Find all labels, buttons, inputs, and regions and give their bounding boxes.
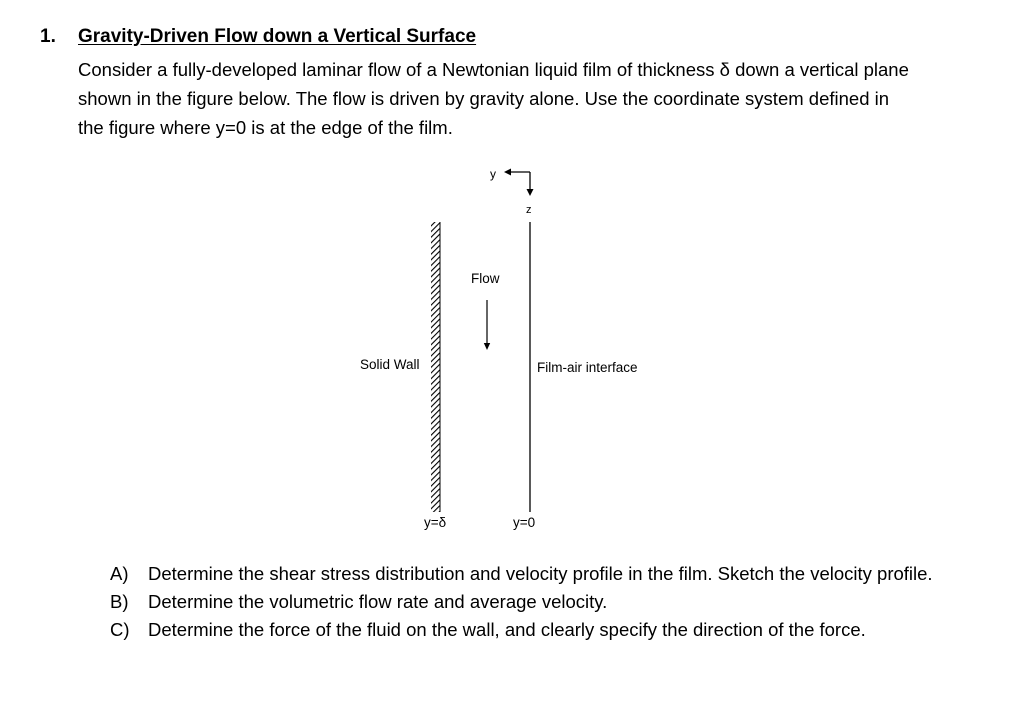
coordinate-axes (490, 167, 534, 216)
interface-position-label: y=0 (513, 515, 536, 530)
z-axis-label: z (526, 204, 532, 216)
question-a-text: Determine the shear stress distribution and velocity profile in the film. Sketch the velocity profile. (148, 563, 933, 584)
film-air-interface-label: Film-air interface (537, 360, 638, 375)
question-c-text: Determine the force of the fluid on the wall, and clearly specify the direction of the force. (148, 619, 866, 640)
question-b (110, 588, 990, 616)
flow-label: Flow (471, 271, 500, 286)
question-b-text: Determine the volumetric flow rate and average velocity. (148, 591, 608, 612)
y-axis-arrowhead (504, 169, 511, 176)
question-c-label: C) (110, 619, 130, 640)
intro-line-1: Consider a fully-developed laminar flow of a Newtonian liquid film of thickness δ down a vertical plane (78, 59, 909, 80)
solid-wall (431, 222, 440, 512)
question-a-label: A) (110, 563, 129, 584)
question-c (110, 616, 990, 644)
intro-line-3: the figure where y=0 is at the edge of the film. (78, 117, 453, 138)
question-a (110, 560, 990, 588)
question-list (110, 560, 990, 644)
problem-number: 1. (40, 26, 56, 47)
solid-wall-label: Solid Wall (360, 357, 420, 372)
y-axis-label: y (490, 167, 496, 181)
wall-position-label: y=δ (424, 515, 447, 530)
intro-line-2: shown in the figure below. The flow is driven by gravity alone. Use the coordinate system defined in (78, 88, 890, 109)
z-axis-arrowhead (527, 189, 534, 196)
question-b-label: B) (110, 591, 129, 612)
flow-arrowhead (484, 343, 490, 350)
problem-title: Gravity-Driven Flow down a Vertical Surface (78, 26, 477, 47)
